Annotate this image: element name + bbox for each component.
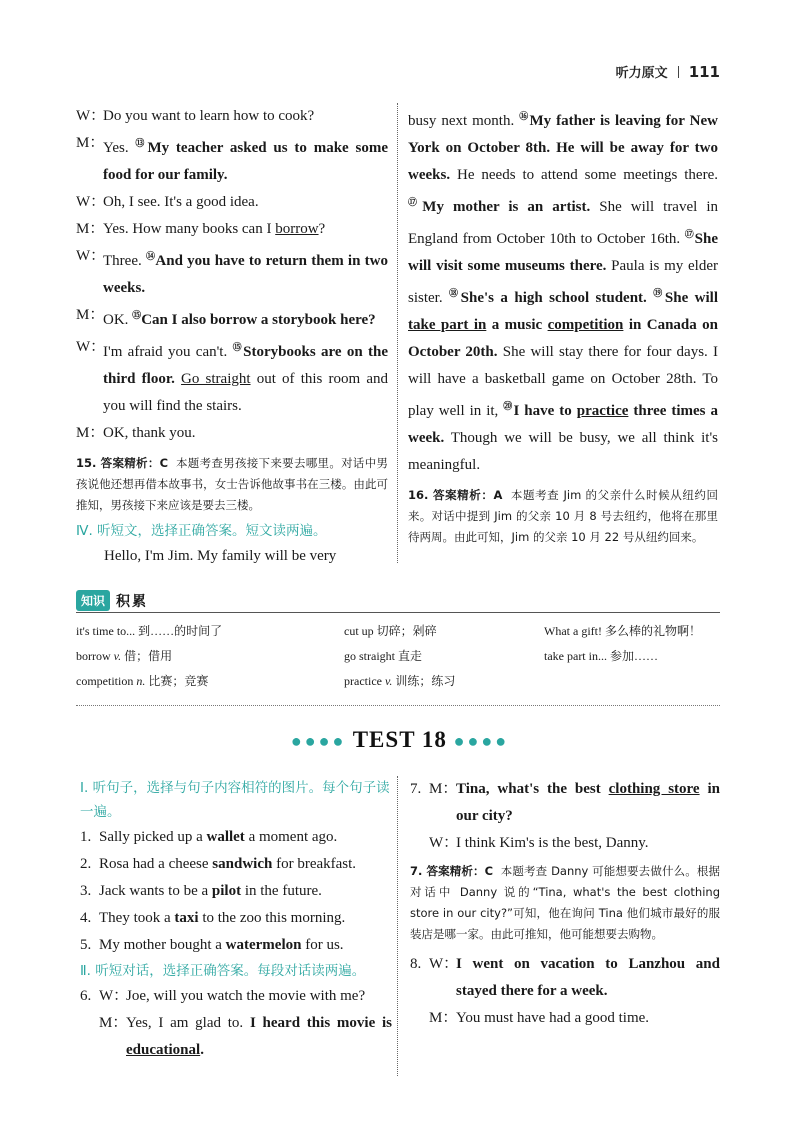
dialog-text: I went on vacation to Lanzhou and stayed there for a week.: [456, 956, 720, 999]
knowledge-item: go straight 直走: [344, 649, 422, 663]
answer-tag: 15. 答案精析：C: [76, 456, 169, 470]
speaker-label: W：: [76, 194, 106, 210]
section-4-title: Ⅳ. 听短文，选择正确答案。短文读两遍。: [76, 523, 327, 539]
speaker-label: M：: [76, 221, 105, 237]
dialog-line: [410, 776, 720, 830]
answer-tag: 16. 答案精析：A: [408, 488, 503, 502]
page-number: 111: [688, 62, 720, 81]
item-text: Sally picked up a wallet a moment ago.: [99, 829, 338, 845]
dialog-line: [76, 302, 388, 334]
dialog-text: Three. ⑭And you have to return them in two weeks.: [103, 251, 388, 296]
knowledge-item: What a gift! 多么棒的礼物啊！: [544, 624, 701, 638]
test-title: [0, 727, 800, 753]
dots-decoration-left: ●●●●: [290, 731, 347, 752]
item-text: Rosa had a cheese sandwich for breakfast.: [99, 856, 357, 872]
dialog-line: [76, 334, 388, 420]
question-number: [410, 1005, 429, 1032]
question-number: [80, 1010, 99, 1064]
dialog-text: Oh, I see. It's a good idea.: [103, 194, 259, 210]
answer-7: [410, 861, 720, 945]
dialog-line: [410, 1005, 720, 1032]
dialog-line: [76, 189, 388, 216]
section-2-title: Ⅱ. 听短对话，选择正确答案。每段对话读两遍。: [80, 963, 366, 979]
test18-left-column: [80, 776, 392, 1064]
dialog-line: [80, 983, 392, 1010]
dialog-line: [76, 103, 388, 130]
item-text: They took a taxi to the zoo this morning.: [99, 910, 346, 926]
dialog-line: [410, 830, 720, 857]
left-column: [76, 103, 388, 570]
item-number: 3.: [80, 883, 92, 899]
knowledge-item: competition n. 比赛；竞赛: [76, 674, 209, 688]
dialog-text: Yes. ⑬My teacher asked us to make some food for our family.: [103, 138, 388, 183]
dots-decoration-right: ●●●●: [453, 731, 510, 752]
right-column: [408, 103, 718, 548]
knowledge-title: 积累: [116, 593, 149, 610]
knowledge-item: take part in... 参加……: [544, 649, 658, 663]
speaker-label: M：: [76, 425, 105, 441]
speaker-label: W：: [429, 956, 459, 972]
dialog-text: I'm afraid you can't. ⑮Storybooks are on the third floor. Go straight out of this room and you will find the stairs.: [103, 342, 389, 414]
dialog-line: [76, 216, 388, 243]
list-item: [80, 824, 392, 851]
answer-16: [408, 485, 718, 548]
question-number: [410, 830, 429, 857]
test-title-text: TEST 18: [352, 727, 447, 752]
list-item: [80, 932, 392, 959]
dialog-line: [76, 420, 388, 447]
speaker-label: W：: [76, 339, 106, 355]
header-divider: [678, 66, 679, 78]
speaker-label: W：: [99, 988, 129, 1004]
knowledge-bottom-rule: [76, 705, 720, 706]
dialog-line: [76, 130, 388, 189]
item-text: Jack wants to be a pilot in the future.: [99, 883, 322, 899]
speaker-label: M：: [76, 307, 105, 323]
dialog-text: Yes, I am glad to. I heard this movie is educational.: [126, 1015, 392, 1058]
knowledge-item: practice v. 训练；练习: [344, 674, 456, 688]
speaker-label: M：: [429, 781, 458, 797]
question-number: 7.: [410, 781, 422, 797]
dialog-text: Do you want to learn how to cook?: [103, 108, 315, 124]
dialog-text: You must have had a good time.: [456, 1010, 650, 1026]
section-1-list: [80, 824, 392, 959]
section-label: 听力原文: [615, 66, 668, 81]
item-number: 2.: [80, 856, 92, 872]
question-7: [410, 776, 720, 857]
item-number: 4.: [80, 910, 92, 926]
item-number: 5.: [80, 937, 92, 953]
passage-start: Hello, I'm Jim. My family will be very: [104, 548, 337, 564]
question-8: [410, 951, 720, 1032]
passage-continued: busy next month. ⑯My father is leaving for New York on October 8th. He will be away for two weeks. He needs to attend some meetings there. ⑰My mother is an artist. She will travel in England from October 10th to October 16th. ⑰She will visit some museums there. Paula is my elder sister. ⑱She's a high school student. ⑲She will take part in a music competition in Canada on October 20th. She will stay there for four days. I will have a basketball game on October 28th. To play well in it, ⑳I have to practice three times a week. Though we will be busy, we all think it's meaningful.: [408, 111, 719, 473]
item-number: 1.: [80, 829, 92, 845]
item-text: My mother bought a watermelon for us.: [99, 937, 344, 953]
dialog-text: I think Kim's is the best, Danny.: [456, 835, 649, 851]
section-1-title: Ⅰ. 听句子，选择与句子内容相符的图片。每个句子读一遍。: [80, 780, 390, 820]
list-item: [80, 878, 392, 905]
dialog-text: Tina, what's the best clothing store in our city?: [456, 781, 720, 824]
speaker-label: M：: [429, 1010, 458, 1026]
question-number: 6.: [80, 988, 92, 1004]
answer-tag: 7. 答案精析：C: [410, 864, 494, 878]
dialog-text: Yes. How many books can I borrow?: [103, 221, 326, 237]
dialog-line: [76, 243, 388, 302]
speaker-label: M：: [99, 1015, 128, 1031]
knowledge-rule: [76, 612, 720, 613]
column-divider-bottom: [397, 776, 398, 1076]
speaker-label: W：: [429, 835, 459, 851]
knowledge-item: borrow v. 借；借用: [76, 649, 173, 663]
question-number: 8.: [410, 956, 422, 972]
speaker-label: M：: [76, 135, 105, 151]
column-divider-top: [397, 103, 398, 563]
question-6: [80, 983, 392, 1064]
knowledge-item: cut up 切碎；剁碎: [344, 624, 437, 638]
speaker-label: W：: [76, 108, 106, 124]
dialog-line: [410, 951, 720, 1005]
answer-15: [76, 453, 388, 516]
list-item: [80, 851, 392, 878]
test18-right-column: [410, 776, 720, 1032]
speaker-label: W：: [76, 248, 106, 264]
dialog-text: OK. ⑮Can I also borrow a storybook here?: [103, 310, 376, 328]
answer-text: 本题考查男孩接下来要去哪里。对话中男孩说他还想再借本故事书，女士告诉他故事书在三楼。由此可推知，男孩接下来应该是要去三楼。: [76, 456, 389, 512]
knowledge-badge: 知识: [76, 590, 110, 611]
dialog-text: OK, thank you.: [103, 425, 196, 441]
answer-text: 本题考查 Jim 的父亲什么时候从纽约回来。对话中提到 Jim 的父亲 10 月 8 号去纽约，他将在那里待两周。由此可知，Jim 的父亲 10 月 22 号从纽约回来。: [408, 488, 719, 544]
page-header: [616, 62, 720, 81]
dialog-line: [80, 1010, 392, 1064]
knowledge-box: [76, 590, 720, 688]
answer-text: 本题考查 Danny 可能想要去做什么。根据对话中 Danny 说的“Tina, what's the best clothing store in our city?”可知，他在询问 Tina 他们城市最好的服装店是哪一家。由此可推知，他可能想要去购物。: [410, 864, 720, 941]
knowledge-item: it's time to... 到……的时间了: [76, 624, 223, 638]
list-item: [80, 905, 392, 932]
dialog-text: Joe, will you watch the movie with me?: [126, 988, 366, 1004]
dialog-15: [76, 103, 388, 447]
